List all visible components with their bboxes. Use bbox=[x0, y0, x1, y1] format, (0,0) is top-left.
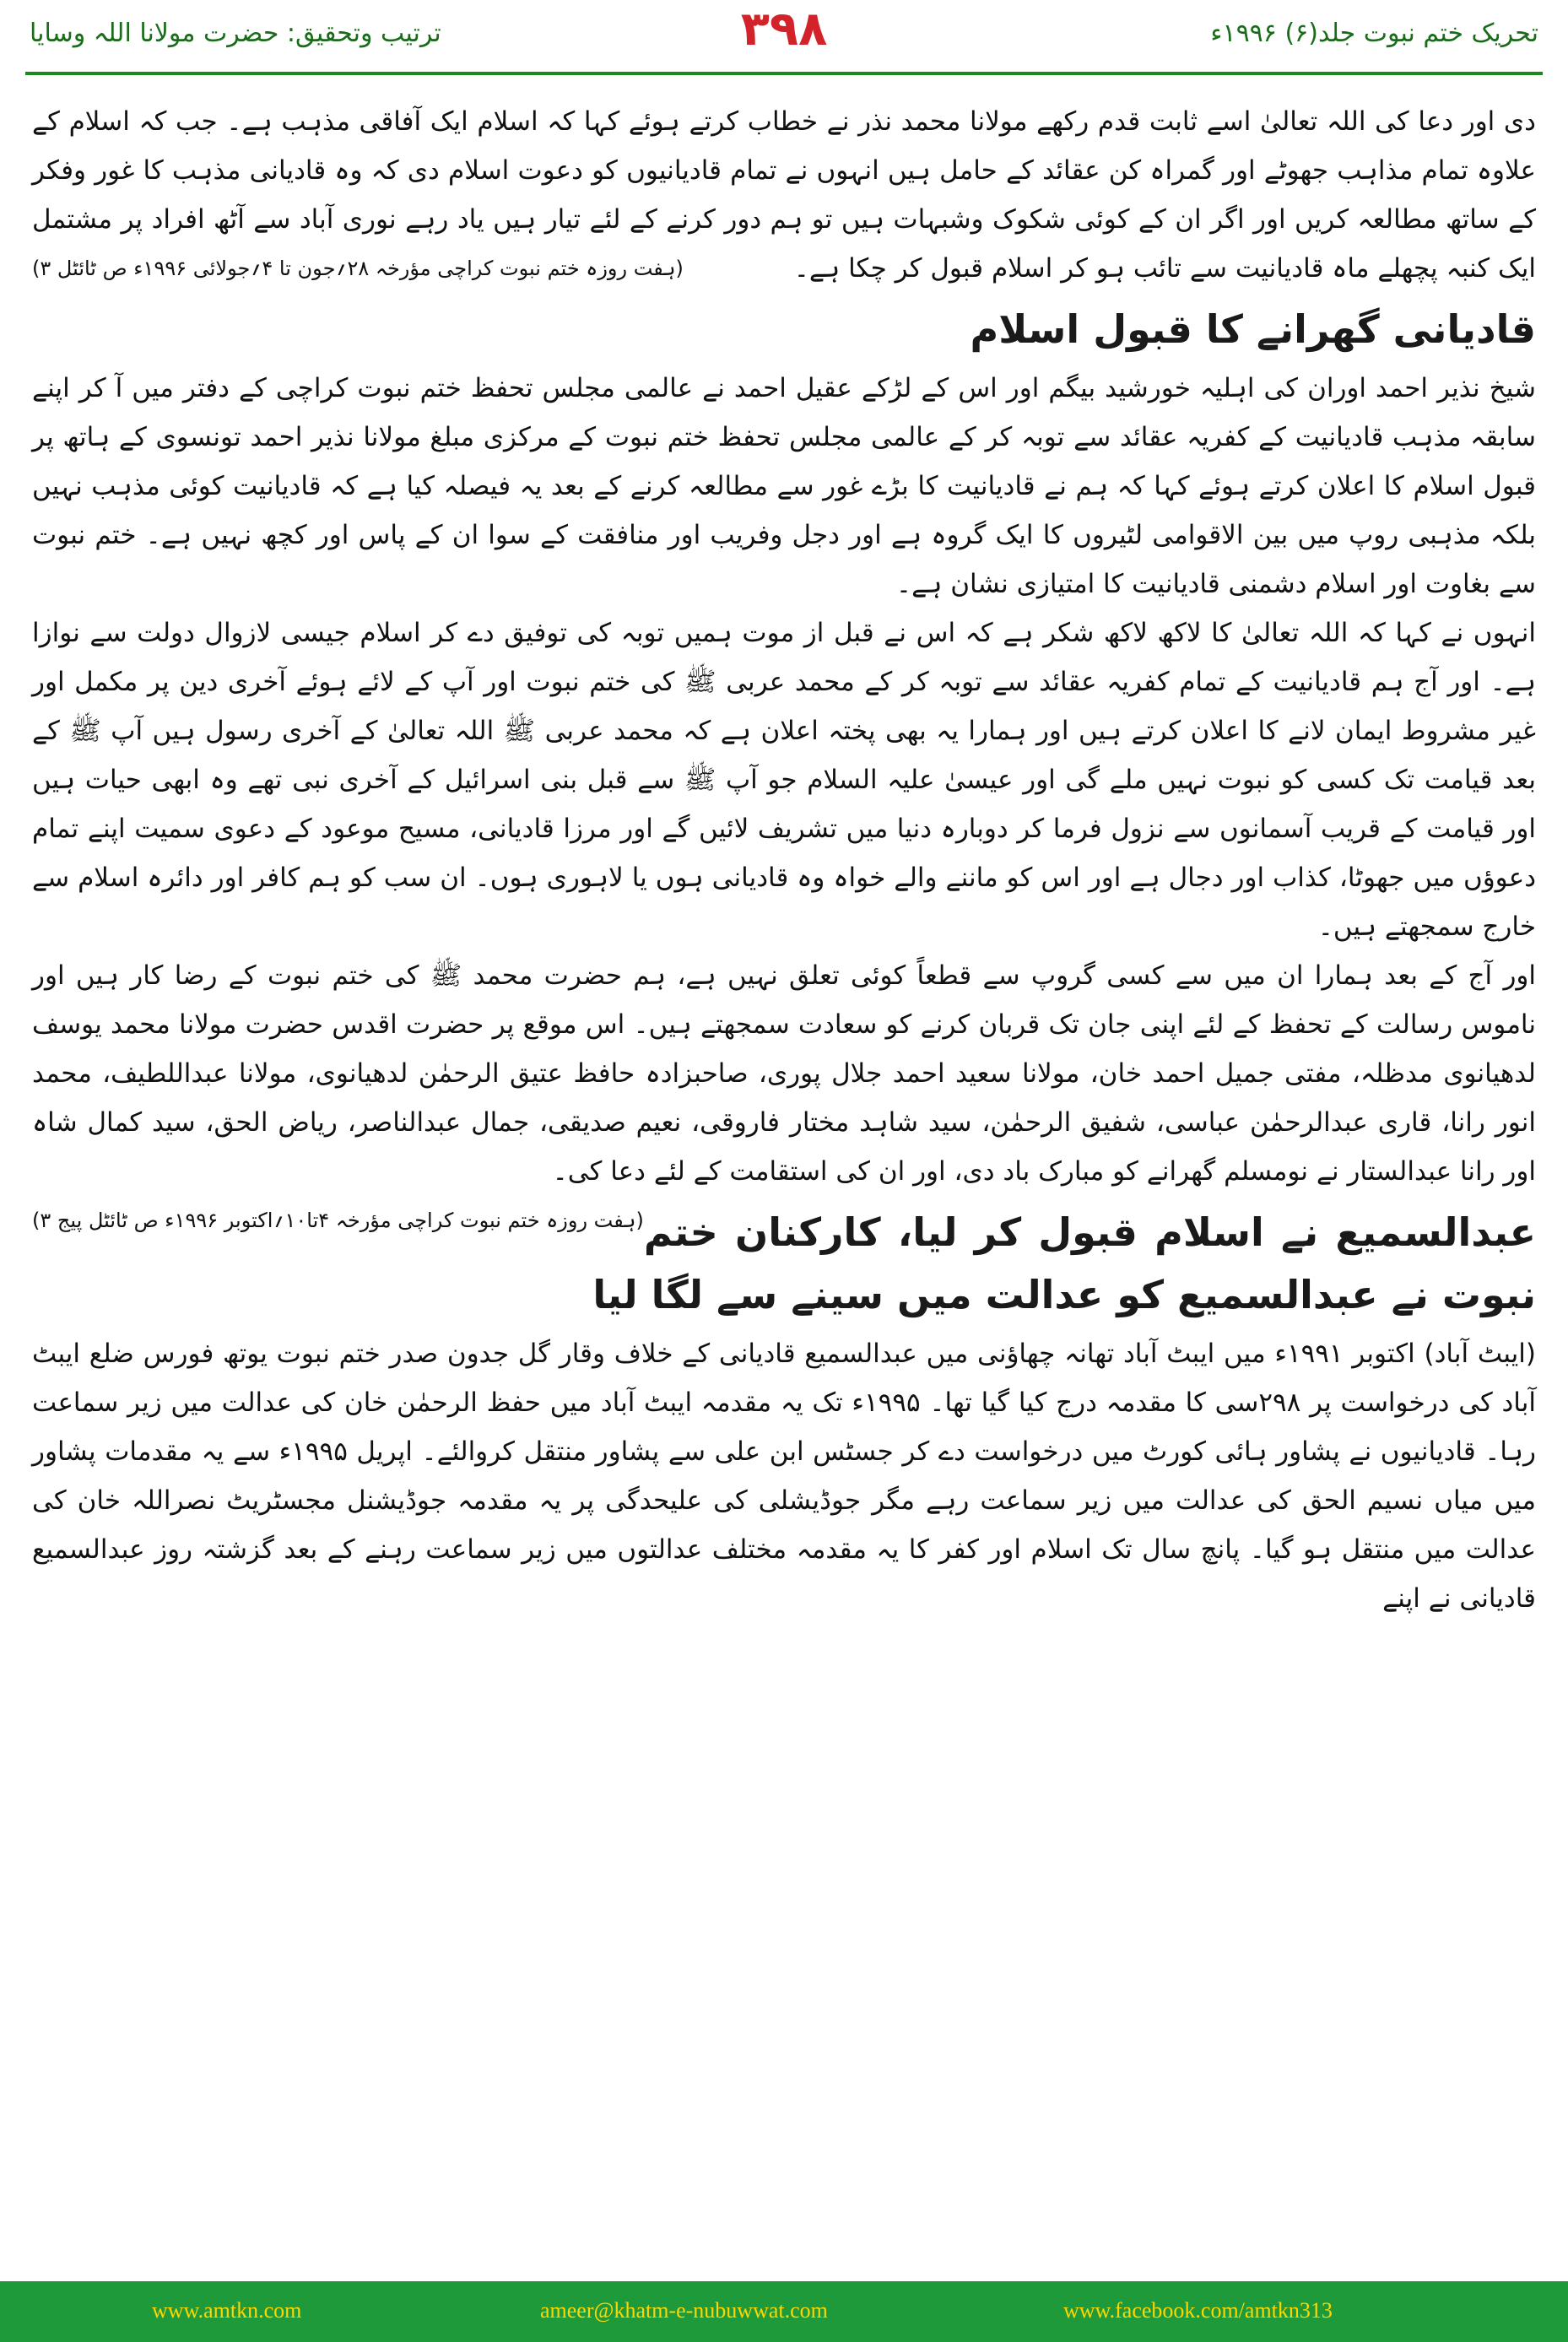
heading-abdul-sami: عبدالسمیع نے اسلام قبول کر لیا، کارکنان ختم نبوت نے عبدالسمیع کو عدالت میں سینے سے لگا لیا bbox=[592, 1209, 1536, 1317]
paragraph-1 bbox=[32, 97, 1536, 293]
paragraph-3: انہوں نے کہا کہ اللہ تعالیٰ کا لاکھ لاکھ شکر ہے کہ اس نے قبل از موت ہمیں توبہ کی توفیق دے کر اسلام جیسی لازوال دولت سے نوازا ہے۔ اور آج ہم قادیانیت کے تمام کفریہ عقائد سے توبہ کر کے محمد عربی ﷺ کی ختم نبوت اور آپ کے لائے ہوئے آخری دین پر مکمل اور غیر مشروط ایمان لانے کا اعلان کرتے ہیں اور ہمارا یہ بھی پختہ اعلان ہے کہ محمد عربی ﷺ اللہ تعالیٰ کے آخری رسول ہیں آپ ﷺ کے بعد قیامت تک کسی کو نبوت نہیں ملے گی اور عیسیٰ علیہ السلام جو آپ ﷺ سے قبل بنی اسرائیل کے آخری نبی تھے وہ ابھی حیات ہیں اور قیامت کے قریب آسمانوں سے نزول فرما کر دوبارہ دنیا میں تشریف لائیں گے اور مرزا قادیانی، مسیح موعود کے دعوی سمیت اپنے تمام دعوؤں میں جھوٹا، کذاب اور دجال ہے اور اس کو ماننے والے خواہ وہ قادیانی ہوں یا لاہوری ہوں۔ ان سب کو ہم کافر اور دائرہ اسلام سے خارج سمجھتے ہیں۔ bbox=[32, 618, 1536, 942]
footer-facebook-link[interactable]: www.facebook.com/amtkn313 bbox=[1063, 2298, 1333, 2323]
page-footer bbox=[0, 2281, 1568, 2342]
paragraph-4-text: اور آج کے بعد ہمارا ان میں سے کسی گروپ سے قطعاً کوئی تعلق نہیں ہے، ہم حضرت محمد ﷺ کی ختم نبوت کے رضا کار ہیں اور ناموس رسالت کے تحفظ کے لئے اپنی جان تک قربان کرنے کو سعادت سمجھتے ہیں۔ اس موقع پر حضرت اقدس حضرت مولانا محمد یوسف لدھیانوی مدظلہ، مفتی جمیل احمد خان، مولانا سعید احمد جلال پوری، صاحبزادہ حافظ عتیق الرحمٰن لدھیانوی، مولانا عبداللطیف، محمد انور رانا، قاری عبدالرحمٰن عباسی، شفیق الرحمٰن، سید شاہد مختار فاروقی، نعیم صدیقی، جمال عبدالناصر، ریاض الحق، سید کمال شاہ اور رانا عبدالستار نے نومسلم گھرانے کو مبارک باد دی، اور ان کی استقامت کے لئے دعا کی۔ bbox=[32, 960, 1536, 1187]
source-citation-1: (ہفت روزہ ختم نبوت کراچی مؤرخہ ۲۸؍جون تا ۴؍جولائی ۱۹۹۶ء ص ٹائٹل ۳) bbox=[32, 257, 684, 280]
paragraph-1-text: دی اور دعا کی اللہ تعالیٰ اسے ثابت قدم رکھے مولانا محمد نذر نے خطاب کرتے ہوئے کہا کہ اسلام ایک آفاقی مذہب ہے۔ جب کہ اسلام کے علاوہ تمام مذاہب جھوٹے اور گمراہ کن عقائد کے حامل ہیں انہوں نے تمام قادیانیوں کو دعوت اسلام دی کہ وہ قادیانی مذہب کا غور وفکر کے ساتھ مطالعہ کریں اور اگر ان کے کوئی شکوک وشبہات ہیں تو ہم دور کرنے کے لئے تیار ہیں یاد رہے نوری آباد سے آٹھ افراد پر مشتمل ایک کنبہ پچھلے ماہ قادیانیت سے تائب ہو کر اسلام قبول کر چکا ہے۔ bbox=[32, 106, 1536, 284]
footer-website-link[interactable]: www.amtkn.com bbox=[152, 2298, 302, 2323]
paragraph-2: شیخ نذیر احمد اوران کی اہلیہ خورشید بیگم اور اس کے لڑکے عقیل احمد نے عالمی مجلس تحفظ ختم نبوت کراچی کے دفتر میں آ کر اپنے سابقہ مذہب قادیانیت کے کفریہ عقائد سے توبہ کر کے عالمی مجلس تحفظ ختم نبوت کے مرکزی مبلغ مولانا نذیر احمد تونسوی کے ہاتھ پر قبول اسلام کا اعلان کرتے ہوئے کہا کہ ہم نے قادیانیت کا بڑے غور سے مطالعہ کرنے کے بعد یہ فیصلہ کیا ہے کہ قادیانیت کوئی مذہب نہیں بلکہ مذہبی روپ میں بین الاقوامی لٹیروں کا ایک گروہ ہے اور دجل وفریب اور منافقت کے سوا ان کے پاس اور کچھ نہیں ہے۔ ختم نبوت سے بغاوت اور اسلام دشمنی قادیانیت کا امتیازی نشان ہے۔ bbox=[32, 373, 1536, 599]
header-compiler: ترتیب وتحقیق: حضرت مولانا اللہ وسایا bbox=[30, 19, 441, 48]
page-number: ۳۹۸ bbox=[740, 2, 828, 57]
heading-qadiani-family: قادیانی گھرانے کا قبول اسلام bbox=[970, 306, 1536, 352]
paragraph-5: (ایبٹ آباد) اکتوبر ۱۹۹۱ء میں ایبٹ آباد تھانہ چھاؤنی میں عبدالسمیع قادیانی کے خلاف وقار گل جدون صدر ختم نبوت یوتھ فورس ضلع ایبٹ آباد کی درخواست پر ۲۹۸سی کا مقدمہ درج کیا گیا تھا۔ ۱۹۹۵ء تک یہ مقدمہ ایبٹ آباد میں حفظ الرحمٰن خان کی عدالت میں زیر سماعت رہا۔ قادیانیوں نے پشاور ہائی کورٹ میں درخواست دے کر جسٹس ابن علی سے پشاور منتقل کروالئے۔ اپریل ۱۹۹۵ء سے یہ مقدمات پشاور میں میاں نسیم الحق کی عدالت میں زیر سماعت رہے مگر جوڈیشلی کی علیحدگی پر یہ مقدمہ جوڈیشنل مجسٹریٹ نصراللہ خان کی عدالت میں منتقل ہو گیا۔ پانچ سال تک اسلام اور کفر کا یہ مقدمہ مختلف عدالتوں میں زیر سماعت رہنے کے بعد گزشتہ روز عبدالسمیع قادیانی نے اپنے bbox=[32, 1339, 1537, 1614]
footer-email-link[interactable]: ameer@khatm-e-nubuwwat.com bbox=[540, 2298, 828, 2323]
article-body bbox=[32, 97, 1536, 1623]
header-book-title: تحریک ختم نبوت جلد(۶) ۱۹۹۶ء bbox=[1210, 19, 1538, 48]
page-header bbox=[0, 0, 1568, 68]
source-citation-2: (ہفت روزہ ختم نبوت کراچی مؤرخہ ۴تا۱۰؍اکتوبر ۱۹۹۶ء ص ٹائٹل پیج ۳) bbox=[32, 1209, 644, 1232]
paragraph-4 bbox=[32, 951, 1536, 1232]
header-divider bbox=[25, 72, 1543, 75]
